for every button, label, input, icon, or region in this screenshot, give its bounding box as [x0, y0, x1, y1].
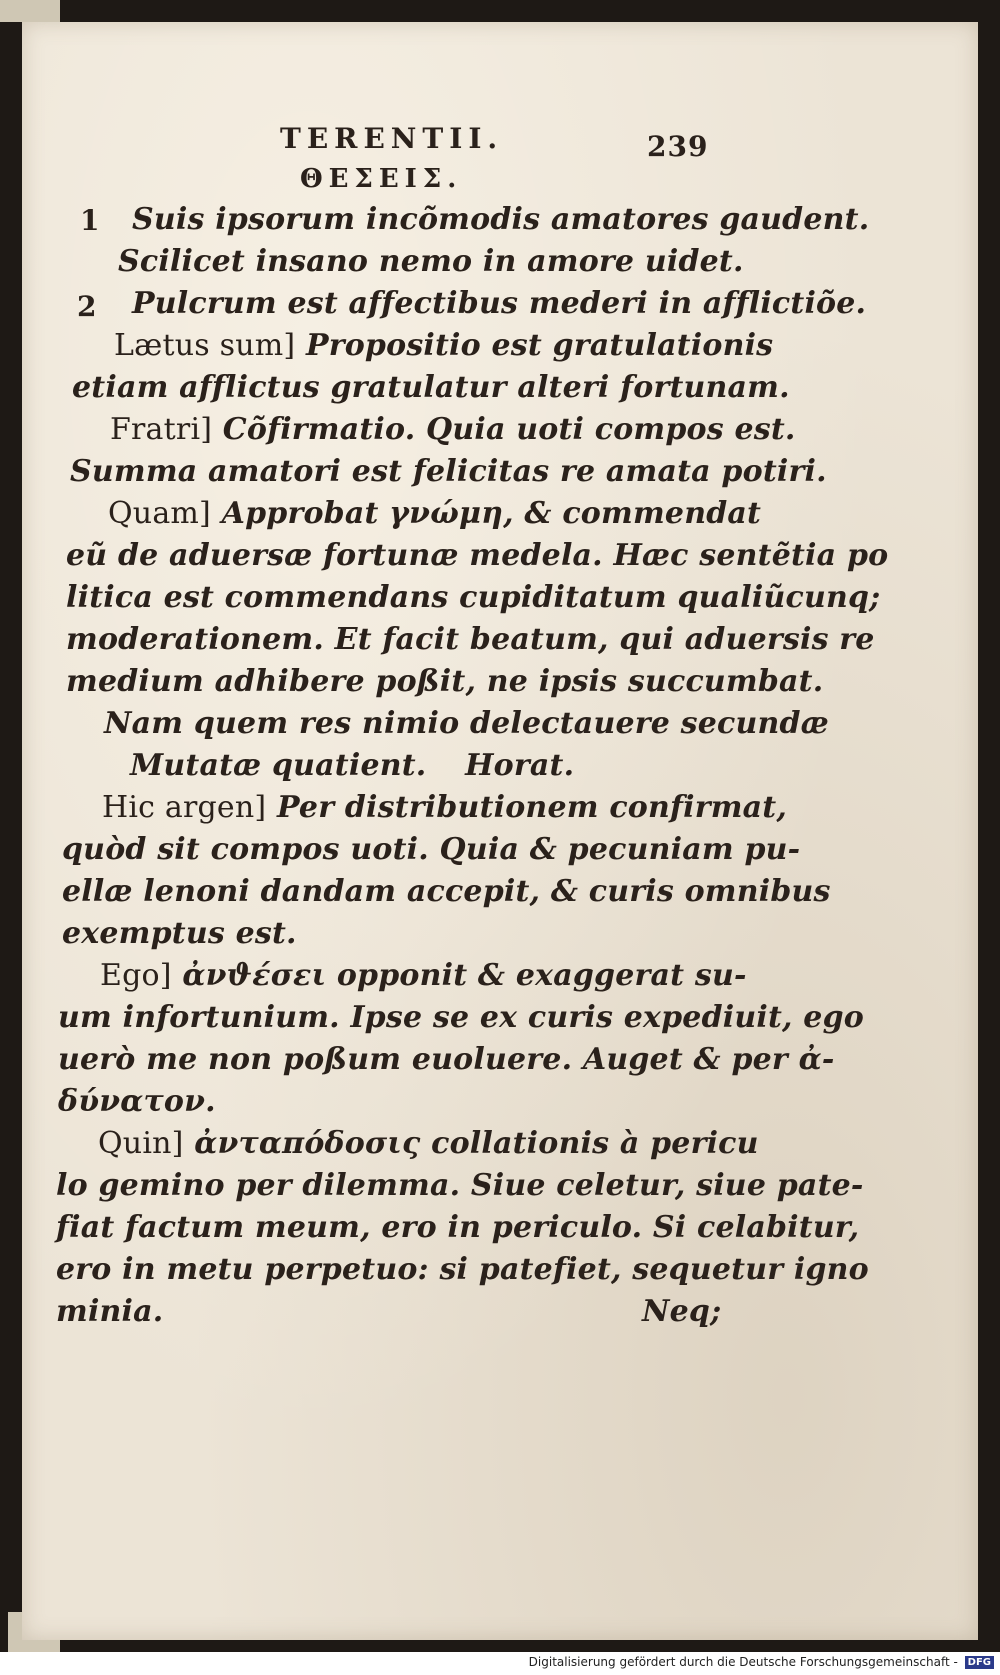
lemma: Ego]: [100, 958, 172, 993]
commentary-line: etiam afflictus gratulatur alteri fortunam.: [72, 370, 790, 405]
commentary-line: [114, 328, 773, 363]
commentary-line: [102, 790, 787, 825]
lemma: Quin]: [98, 1126, 184, 1161]
quote-line: [130, 748, 574, 783]
commentary-line: [108, 496, 761, 531]
quote-line: Nam quem res nimio delectauere secundæ: [104, 706, 829, 741]
commentary-line: eũ de aduersæ fortunæ medela. Hæc sentẽtia po: [66, 538, 889, 573]
quote-text: Mutatæ quatient.: [130, 748, 427, 783]
commentary-line: Summa amatori est felicitas re amata potiri.: [70, 454, 827, 489]
commentary-line: um infortunium. Ipse se ex curis expediuit, ego: [58, 1000, 864, 1035]
thesis-line: Suis ipsorum incõmodis amatores gaudent.: [132, 202, 870, 237]
footer-credit: [529, 1655, 994, 1669]
commentary-line: minia.: [56, 1294, 164, 1329]
commentary-line: [98, 1126, 759, 1161]
thesis-number: 2: [77, 290, 97, 323]
commentary-line: lo gemino per dilemma. Siue celetur, siue pate-: [56, 1168, 864, 1203]
lemma: Hic argen]: [102, 790, 267, 825]
catchword: Neq;: [642, 1294, 722, 1329]
commentary-text: Approbat γνώμη, & commendat: [221, 496, 762, 531]
footer-credit-text: Digitalisierung gefördert durch die Deutsche Forschungsgemeinschaft -: [528, 1655, 958, 1669]
commentary-text: ἀνταπόδοσις collationis à pericu: [194, 1126, 759, 1161]
digitization-footer: [0, 1652, 1000, 1675]
lemma: Lætus sum]: [114, 328, 296, 363]
commentary-line: fiat factum meum, ero in periculo. Si celabitur,: [56, 1210, 860, 1245]
page-number: 239: [647, 130, 709, 163]
running-title: TERENTII.: [280, 122, 504, 155]
commentary-text: Propositio est gratulationis: [305, 328, 774, 363]
section-title: ΘΕΣΕΙΣ.: [300, 164, 463, 194]
commentary-text: Per distributionem confirmat,: [276, 790, 787, 825]
commentary-line: [100, 958, 747, 993]
quote-author: Horat.: [465, 748, 575, 783]
commentary-line: litica est commendans cupiditatum qualiũcunq;: [66, 580, 881, 615]
commentary-text: ἀνϑέσει opponit & exaggerat su-: [182, 958, 747, 993]
commentary-line: ero in metu perpetuo: si patefiet, sequetur igno: [56, 1252, 869, 1287]
binding-edge-top: [0, 0, 60, 22]
lemma: Fratri]: [110, 412, 213, 447]
commentary-line: medium adhibere poßit, ne ipsis succumbat.: [66, 664, 824, 699]
thesis-line: Pulcrum est affectibus mederi in afflictiõe.: [132, 286, 867, 321]
commentary-line: [110, 412, 796, 447]
thesis-number: 1: [80, 204, 100, 237]
commentary-line: exemptus est.: [62, 916, 297, 951]
page-text: [22, 22, 978, 1640]
commentary-line: moderationem. Et facit beatum, qui aduersis re: [66, 622, 875, 657]
commentary-text: Cõfirmatio. Quia uoti compos est.: [222, 412, 796, 447]
commentary-line: quòd sit compos uoti. Quia & pecuniam pu-: [62, 832, 801, 867]
thesis-line: Scilicet insano nemo in amore uidet.: [118, 244, 744, 279]
book-page: [22, 22, 978, 1640]
commentary-line: ellæ lenoni dandam accepit, & curis omnibus: [62, 874, 831, 909]
dfg-logo: DFG: [965, 1656, 994, 1669]
commentary-line: δύνατον.: [58, 1084, 216, 1119]
lemma: Quam]: [108, 496, 211, 531]
commentary-line: uerò me non poßum euoluere. Auget & per ἀ-: [58, 1042, 835, 1077]
